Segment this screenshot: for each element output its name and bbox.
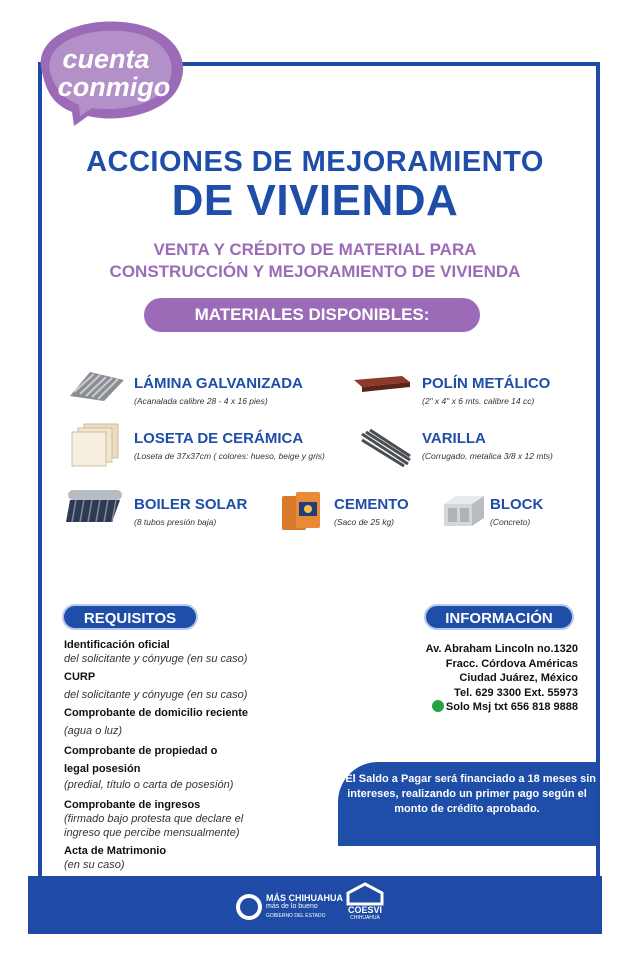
material-desc: (Loseta de 37x37cm ( colores: hueso, beige y gris) bbox=[134, 451, 325, 461]
info-whatsapp-row bbox=[426, 700, 578, 715]
requisitos-tag: REQUISITOS bbox=[62, 604, 198, 630]
subtitle-line1: VENTA Y CRÉDITO DE MATERIAL PARA bbox=[153, 240, 477, 259]
logo-line1: cuenta bbox=[62, 44, 150, 74]
material-loseta bbox=[134, 430, 325, 461]
brand2-line1: COESVI bbox=[347, 905, 382, 915]
requisitos-list bbox=[64, 638, 354, 872]
req-detail: (predial, título o carta de posesión) bbox=[64, 779, 234, 791]
brand1-line3: GOBIERNO DEL ESTADO bbox=[266, 913, 326, 919]
material-name: CEMENTO bbox=[334, 496, 409, 513]
info-whatsapp: Solo Msj txt 656 818 9888 bbox=[445, 701, 578, 713]
rebar-icon bbox=[360, 428, 412, 468]
corrugated-sheet-icon bbox=[66, 370, 126, 402]
req-title: Comprobante de domicilio reciente bbox=[64, 707, 248, 719]
material-polin bbox=[422, 375, 550, 406]
subtitle-line2: CONSTRUCCIÓN Y MEJORAMIENTO DE VIVIENDA bbox=[109, 262, 521, 281]
material-desc: (Acanalada calibre 28 - 4 x 16 pies) bbox=[134, 396, 268, 406]
info-phone: Tel. 629 3300 Ext. 55973 bbox=[454, 686, 578, 699]
metal-beam-icon bbox=[352, 374, 412, 394]
brand1-line1: MÁS CHIHUAHUA bbox=[266, 893, 343, 903]
footer-bar bbox=[28, 876, 602, 934]
info-city: Ciudad Juárez, México bbox=[459, 672, 578, 684]
title-line1: ACCIONES DE MEJORAMIENTO bbox=[86, 146, 544, 178]
title-line2: DE VIVIENDA bbox=[171, 176, 459, 225]
material-name: VARILLA bbox=[422, 430, 486, 447]
material-name: LÁMINA GALVANIZADA bbox=[134, 375, 303, 392]
concrete-block-icon bbox=[442, 494, 486, 528]
house-icon bbox=[344, 882, 386, 906]
brand1-line2: más de lo bueno bbox=[266, 903, 318, 910]
solar-boiler-icon bbox=[64, 486, 126, 526]
req-detail: del solicitante y cónyuge (en su caso) bbox=[64, 653, 248, 665]
whatsapp-icon bbox=[432, 700, 444, 712]
material-varilla bbox=[422, 430, 553, 461]
brand2-line2: CHIHUAHUA bbox=[350, 915, 380, 921]
req-title: Identificación oficial bbox=[64, 639, 170, 651]
coesvi-brand bbox=[344, 906, 386, 922]
req-title: Comprobante de ingresos bbox=[64, 799, 201, 811]
info-address2: Fracc. Córdova Américas bbox=[445, 657, 578, 670]
material-desc: (Concreto) bbox=[490, 517, 531, 527]
logo-line2: conmigo bbox=[57, 72, 171, 102]
material-boiler bbox=[134, 496, 247, 527]
chihuahua-shield-icon bbox=[234, 892, 264, 922]
financing-note: * El Saldo a Pagar será financiado a 18 meses sin intereses, realizando un primer pago según el monto de crédito aprobado. bbox=[338, 762, 596, 846]
req-detail: (en su caso) bbox=[64, 859, 125, 871]
material-desc: (Saco de 25 kg) bbox=[334, 517, 395, 527]
req-title: CURP bbox=[64, 671, 96, 683]
materials-label: MATERIALES DISPONIBLES: bbox=[144, 298, 480, 332]
material-name: POLÍN METÁLICO bbox=[422, 375, 551, 392]
material-name: BOILER SOLAR bbox=[134, 496, 248, 513]
ceramic-tile-icon bbox=[70, 422, 122, 468]
mas-chihuahua-brand bbox=[266, 894, 343, 920]
material-name: LOSETA DE CERÁMICA bbox=[134, 430, 304, 447]
req-title: Acta de Matrimonio bbox=[64, 845, 167, 857]
req-detail: (agua o luz) bbox=[64, 725, 123, 737]
informacion-tag: INFORMACIÓN bbox=[424, 604, 574, 630]
material-desc: (8 tubos presión baja) bbox=[134, 517, 217, 527]
cement-bag-icon bbox=[278, 490, 326, 532]
material-cemento bbox=[334, 496, 409, 527]
material-name: BLOCK bbox=[490, 496, 544, 513]
material-lamina bbox=[134, 375, 303, 406]
req-detail: del solicitante y cónyuge (en su caso) bbox=[64, 689, 248, 701]
info-address1: Av. Abraham Lincoln no.1320 bbox=[425, 643, 578, 655]
material-desc: (Corrugado, metalica 3/8 x 12 mts) bbox=[422, 451, 553, 461]
material-desc: (2" x 4" x 6 mts. calibre 14 cc) bbox=[422, 396, 535, 406]
informacion-block bbox=[426, 642, 578, 715]
req-title: Comprobante de propiedad o legal posesión bbox=[64, 745, 218, 775]
cuenta-conmigo-logo bbox=[22, 14, 190, 126]
req-detail: (firmado bajo protesta que declare el ingreso que percibe mensualmente) bbox=[64, 813, 244, 839]
material-block bbox=[490, 496, 543, 527]
